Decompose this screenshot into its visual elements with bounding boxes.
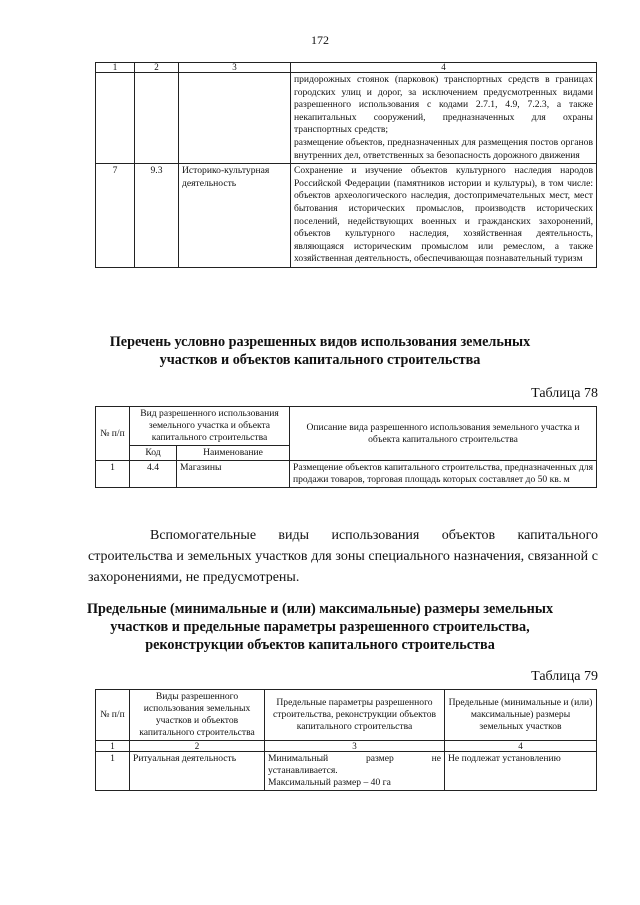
header-cell: 4 <box>445 741 597 752</box>
heading-line: участков и объектов капитального строительства <box>159 352 481 368</box>
row-number: 1 <box>96 461 130 488</box>
table-row <box>96 752 597 791</box>
header-cell: 2 <box>135 63 179 73</box>
heading-line: Перечень условно разрешенных видов использования земельных <box>109 334 531 350</box>
header-cell: Код <box>130 446 177 461</box>
header-cell: Предельные параметры разрешенного строительства, реконструкции объектов капитального строительства <box>265 690 445 741</box>
row-description: Размещение объектов капитального строительства, предназначенных для продажи товаров, торговая площадь которых составляет до 50 кв. м <box>290 461 597 488</box>
row-description <box>291 73 597 164</box>
header-cell: Наименование <box>177 446 290 461</box>
header-cell: 4 <box>291 63 597 73</box>
table-caption: Таблица 78 <box>531 386 598 401</box>
header-cell: Предельные (минимальные и (или) максимальные) размеры земельных участков <box>445 690 597 741</box>
heading-line: Предельные (минимальные и (или) максимальные) размеры земельных <box>86 601 554 617</box>
header-cell: Виды разрешенного использования земельных участков и объектов капитального строительства <box>130 690 265 741</box>
row-name: Магазины <box>177 461 290 488</box>
header-cell: Вид разрешенного использования земельного участка и объекта капитального строительства <box>130 407 290 446</box>
row-params <box>265 752 445 791</box>
header-cell: Описание вида разрешенного использования земельного участка и объекта капитального строительства <box>290 407 597 461</box>
row-number: 1 <box>96 752 130 791</box>
header-cell: № п/п <box>96 690 130 741</box>
table-row <box>96 164 597 268</box>
row-kind: Ритуальная деятельность <box>130 752 265 791</box>
description-paragraph: придорожных стоянок (парковок) транспортных средств в границах городских улиц и дорог, за исключением предусмотренных видами разрешенного использования с кодами 2.7.1, 4.9, 7.2.3, а также некапитальных сооружений, предназначенных для охраны транспортных средств; <box>294 74 593 136</box>
row-code <box>135 73 179 164</box>
table-caption: Таблица 79 <box>531 669 598 684</box>
row-number <box>96 73 135 164</box>
table-number-row <box>96 741 597 752</box>
description-paragraph: размещение объектов, предназначенных для размещения постов органов внутренних дел, ответственных за безопасность дорожного движения <box>294 136 593 161</box>
params-line: Максимальный размер – 40 га <box>268 777 391 788</box>
row-sizes: Не подлежат установлению <box>445 752 597 791</box>
paragraph-text: Вспомогательные виды использования объектов капитального строительства и земельных участков для зоны специального назначения, связанной с захоронениями, не предусмотрены. <box>88 528 598 585</box>
auxiliary-uses-paragraph <box>88 525 598 588</box>
page-number: 172 <box>311 33 329 47</box>
conditional-uses-table <box>95 406 597 488</box>
row-number: 7 <box>96 164 135 268</box>
table-header-row <box>96 63 597 73</box>
header-cell: 1 <box>96 63 135 73</box>
limit-parameters-table <box>95 689 597 791</box>
table-row <box>96 461 597 488</box>
header-cell: 3 <box>179 63 291 73</box>
row-code: 9.3 <box>135 164 179 268</box>
row-name <box>179 73 291 164</box>
row-name: Историко-культурная деятельность <box>179 164 291 268</box>
heading-line: участков и предельные параметры разрешенного строительства, <box>110 619 530 635</box>
table-header-row <box>96 690 597 741</box>
header-cell: 3 <box>265 741 445 752</box>
table-row <box>96 73 597 164</box>
header-cell: 1 <box>96 741 130 752</box>
section-heading-limits <box>0 600 640 654</box>
params-line: Минимальный размер не устанавливается. <box>268 753 441 776</box>
permitted-uses-table-continued <box>95 62 597 268</box>
heading-line: реконструкции объектов капитального строительства <box>145 637 495 653</box>
header-cell: 2 <box>130 741 265 752</box>
table-header-row <box>96 407 597 446</box>
header-cell: № п/п <box>96 407 130 461</box>
row-description: Сохранение и изучение объектов культурного наследия народов Российской Федерации (памятников истории и культуры), в том числе: объектов археологического наследия, достопримечательных мест, мест бытования исторических промыслов, производств исторических поселений, недействующих военных и гражданских захоронений, объектов культурного наследия, хозяйственная деятельность, являющаяся историческим промыслом или ремеслом, а также хозяйственная деятельность, обеспечивающая познавательный туризм <box>291 164 597 268</box>
section-heading-conditional-uses <box>0 333 640 369</box>
row-code: 4.4 <box>130 461 177 488</box>
